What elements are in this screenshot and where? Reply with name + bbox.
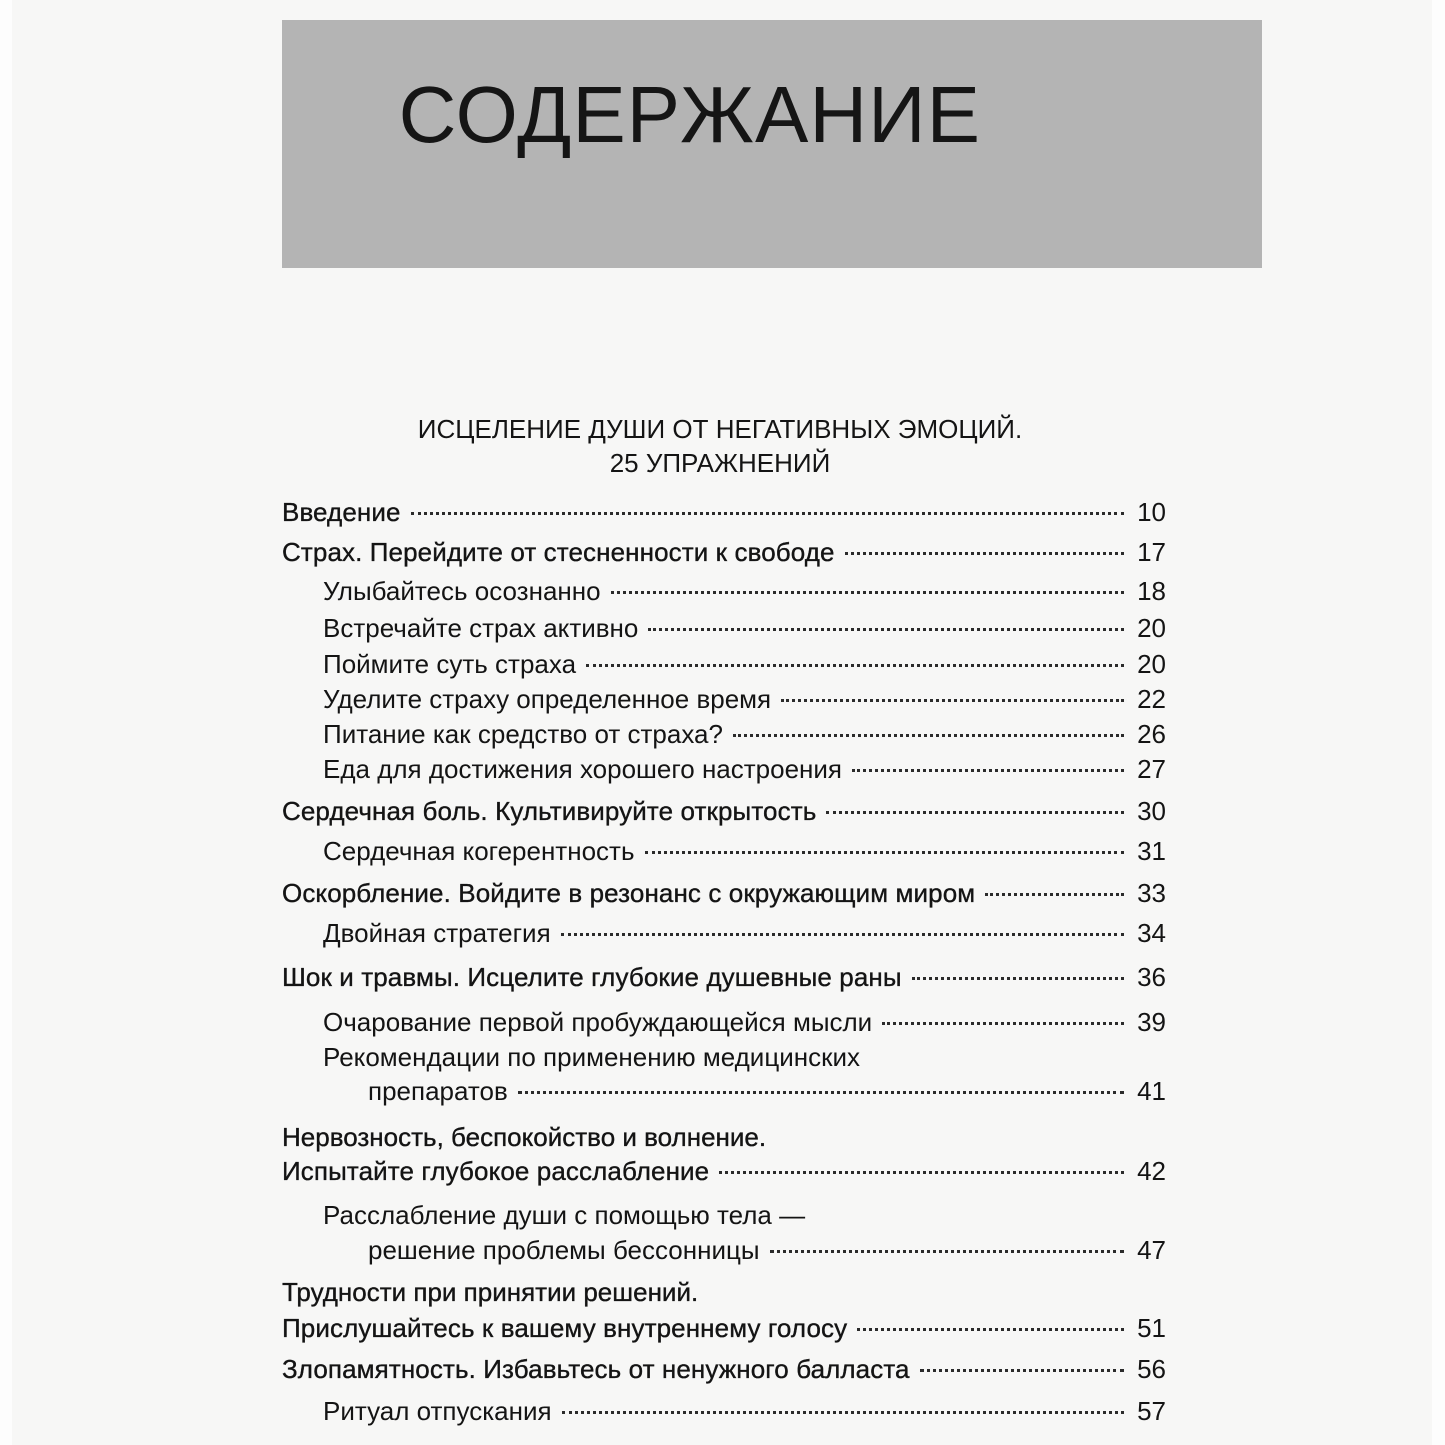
toc-entry-title: Ритуал отпускания (323, 1396, 552, 1426)
toc-subentry[interactable] (323, 575, 1166, 607)
toc-subentry[interactable] (323, 753, 1166, 785)
toc-entry-title: препаратов (368, 1076, 508, 1106)
toc-entry-page: 39 (1137, 1007, 1166, 1037)
toc-entry-page: 22 (1137, 684, 1166, 714)
toc-entry-title: Сердечная боль. Культивируйте открытость (282, 796, 817, 826)
toc-entry-title: Злопамятность. Избавьтесь от ненужного балласта (282, 1354, 910, 1384)
toc-entry-title: Еда для достижения хорошего настроения (323, 754, 843, 784)
dot-leader (920, 1369, 1124, 1372)
toc-subentry[interactable] (323, 683, 1166, 715)
toc-entry-page: 31 (1137, 836, 1166, 866)
book-title (280, 412, 1160, 480)
toc-entry-introduction[interactable] (282, 496, 1166, 528)
toc-subentry[interactable] (368, 1075, 1166, 1107)
toc-subentry-line-1[interactable]: Рекомендации по применению медицинских (323, 1042, 860, 1072)
toc-entry-title: Прислушайтесь к вашему внутреннему голосу (282, 1313, 848, 1343)
toc-entry-title: Двойная стратегия (323, 918, 551, 948)
toc-entry-title: Введение (282, 497, 401, 527)
toc-chapter-nervousness[interactable] (282, 1155, 1166, 1187)
dot-leader (781, 699, 1124, 702)
toc-entry-title: Испытайте глубокое расслабление (282, 1156, 710, 1186)
book-title-line-1: ИСЦЕЛЕНИЕ ДУШИ ОТ НЕГАТИВНЫХ ЭМОЦИЙ. (417, 414, 1023, 444)
toc-entry-title: Питание как средство от страха? (323, 719, 723, 749)
toc-entry-title: Очарование первой пробуждающейся мысли (323, 1007, 873, 1037)
toc-entry-page: 51 (1137, 1313, 1166, 1343)
toc-subentry[interactable] (323, 718, 1166, 750)
toc-subentry[interactable] (368, 1234, 1166, 1266)
dot-leader (586, 664, 1124, 667)
dot-leader (852, 769, 1124, 772)
toc-entry-page: 56 (1137, 1354, 1166, 1384)
toc-entry-page: 20 (1137, 649, 1166, 679)
dot-leader (985, 893, 1124, 896)
dot-leader (826, 811, 1124, 814)
dot-leader (912, 977, 1124, 980)
book-title-line-2: 25 УПРАЖНЕНИЙ (609, 448, 831, 478)
toc-chapter-decisions-line-1[interactable]: Трудности при принятии решений. (282, 1277, 699, 1307)
toc-entry-page: 30 (1137, 796, 1166, 826)
toc-chapter-insult[interactable] (282, 877, 1166, 909)
toc-entry-page: 20 (1137, 613, 1166, 643)
toc-entry-title: Встречайте страх активно (323, 613, 639, 643)
toc-entry-page: 36 (1137, 962, 1166, 992)
toc-entry-title: Поймите суть страха (323, 649, 577, 679)
toc-chapter-decisions[interactable] (282, 1312, 1166, 1344)
dot-leader (648, 628, 1124, 631)
toc-entry-title: Уделите страху определенное время (323, 684, 772, 714)
toc-entry-title: Сердечная когерентность (323, 836, 635, 866)
toc-entry-page: 18 (1137, 576, 1166, 606)
toc-entry-title: Страх. Перейдите от стесненности к свободе (282, 537, 835, 567)
dot-leader (561, 933, 1124, 936)
toc-entry-title: Улыбайтесь осознанно (323, 576, 601, 606)
contents-heading: СОДЕРЖАНИЕ (398, 70, 981, 159)
toc-chapter-fear[interactable] (282, 536, 1166, 568)
toc-entry-title: Шок и травмы. Исцелите глубокие душевные раны (282, 962, 902, 992)
dot-leader (845, 552, 1124, 555)
toc-entry-title: решение проблемы бессонницы (368, 1235, 760, 1265)
toc-subentry[interactable] (323, 1395, 1166, 1427)
toc-subentry[interactable] (323, 648, 1166, 680)
toc-entry-page: 10 (1137, 497, 1166, 527)
dot-leader (645, 851, 1125, 854)
toc-subentry[interactable] (323, 835, 1166, 867)
dot-leader (733, 734, 1124, 737)
toc-entry-page: 47 (1137, 1235, 1166, 1265)
toc-entry-page: 57 (1137, 1396, 1166, 1426)
toc-chapter-heartache[interactable] (282, 795, 1166, 827)
dot-leader (719, 1171, 1124, 1174)
header-band (282, 20, 1262, 268)
dot-leader (562, 1411, 1124, 1414)
dot-leader (770, 1250, 1124, 1253)
toc-subentry-line-1[interactable]: Расслабление души с помощью тела — (323, 1200, 806, 1230)
toc-entry-page: 33 (1137, 878, 1166, 908)
toc-chapter-grudge[interactable] (282, 1353, 1166, 1385)
dot-leader (411, 512, 1124, 515)
toc-entry-page: 17 (1137, 537, 1166, 567)
dot-leader (857, 1328, 1124, 1331)
toc-subentry[interactable] (323, 612, 1166, 644)
toc-chapter-nervousness-line-1[interactable]: Нервозность, беспокойство и волнение. (282, 1122, 767, 1152)
toc-subentry[interactable] (323, 917, 1166, 949)
toc-entry-page: 26 (1137, 719, 1166, 749)
toc-chapter-shock[interactable] (282, 961, 1166, 993)
dot-leader (611, 591, 1124, 594)
toc-entry-page: 34 (1137, 918, 1166, 948)
toc-entry-page: 41 (1137, 1076, 1166, 1106)
toc-subentry[interactable] (323, 1006, 1166, 1038)
toc-entry-page: 42 (1137, 1156, 1166, 1186)
toc-entry-page: 27 (1137, 754, 1166, 784)
toc-entry-title: Оскорбление. Войдите в резонанс с окружающим миром (282, 878, 976, 908)
dot-leader (518, 1091, 1124, 1094)
dot-leader (882, 1022, 1124, 1025)
